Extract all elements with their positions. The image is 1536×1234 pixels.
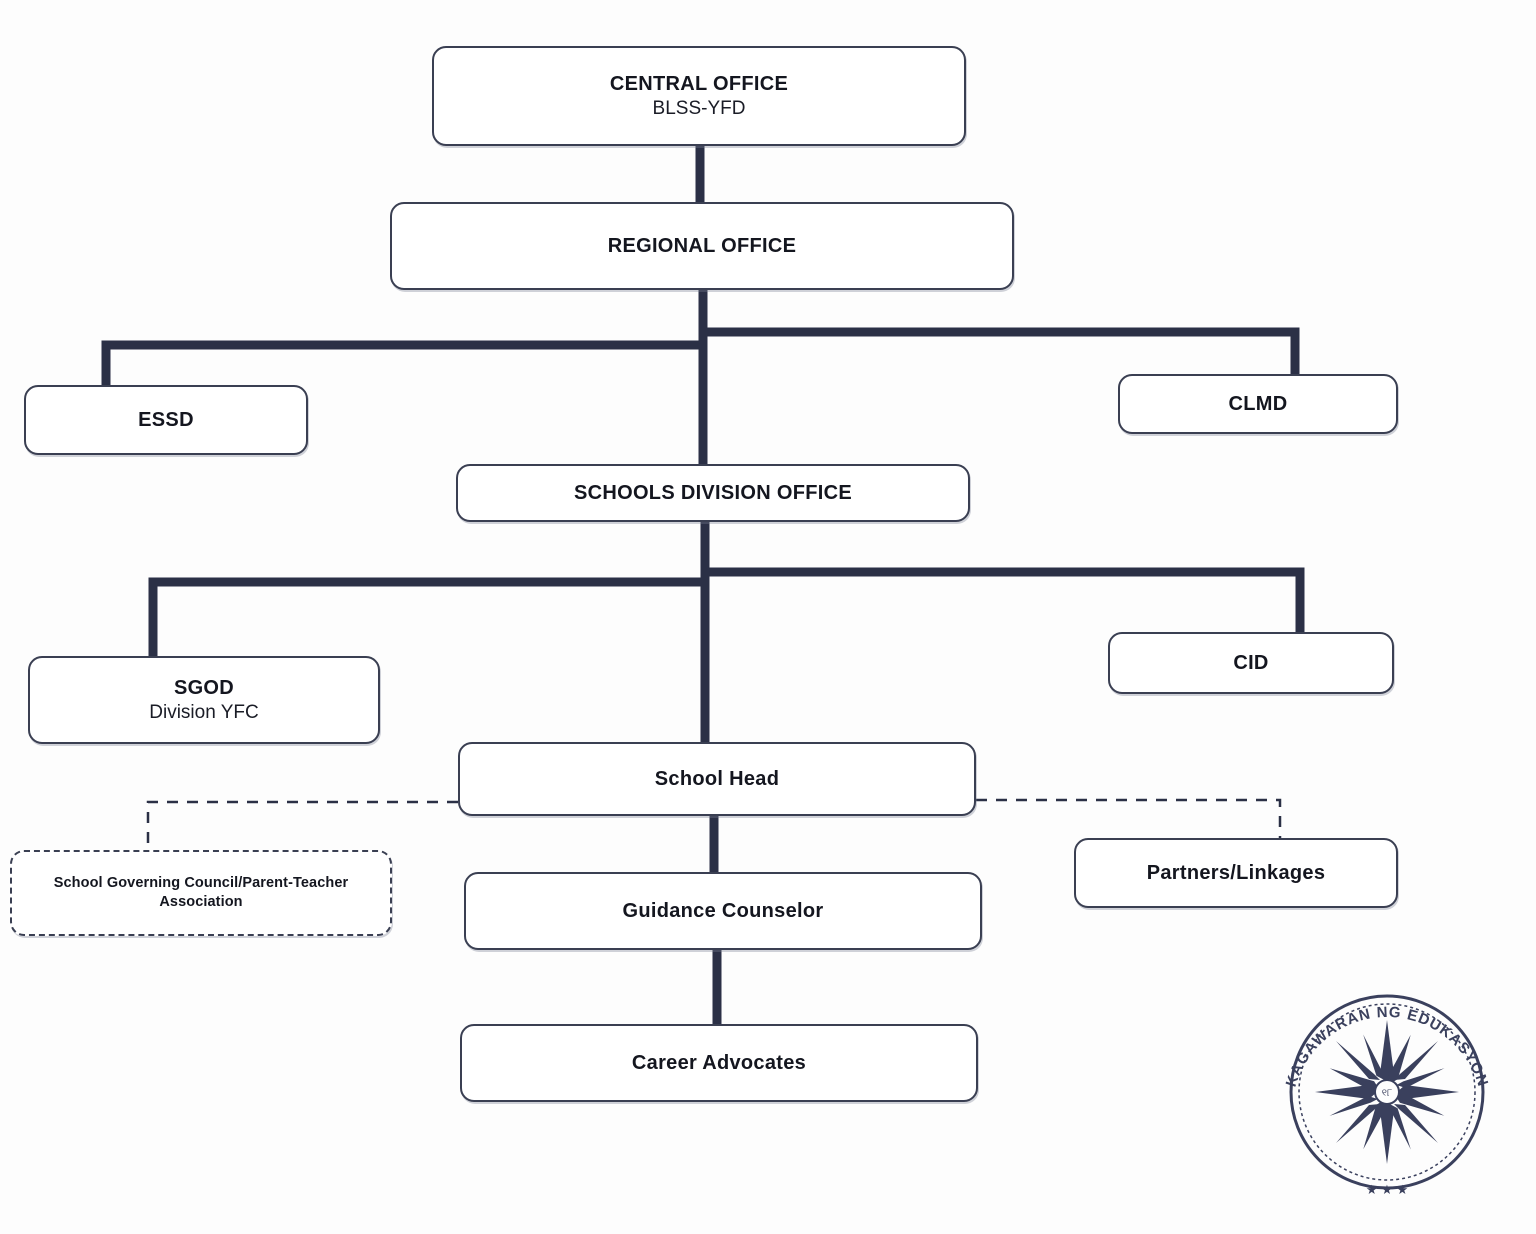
node-regional-office-title: REGIONAL OFFICE [607, 235, 797, 257]
node-central-office-subtitle: BLSS-YFD [652, 97, 746, 119]
node-school-head-title: School Head [654, 768, 780, 790]
node-career-advocates[interactable] [460, 1024, 978, 1102]
node-central-office-title: CENTRAL OFFICE [609, 72, 789, 95]
node-partners-linkages[interactable] [1074, 838, 1398, 908]
node-sgod[interactable] [28, 656, 380, 744]
node-school-governing-council[interactable] [10, 850, 392, 936]
node-central-office[interactable] [432, 46, 966, 146]
node-schools-division-office-title: SCHOOLS DIVISION OFFICE [573, 482, 853, 504]
node-school-head[interactable] [458, 742, 976, 816]
node-schools-division-office[interactable] [456, 464, 970, 522]
deped-seal [1262, 972, 1512, 1212]
node-career-advocates-title: Career Advocates [631, 1052, 807, 1074]
node-school-governing-council-title: School Governing Council/Parent-Teacher Association [53, 875, 349, 910]
node-sgod-title: SGOD [173, 676, 235, 699]
node-guidance-counselor-title: Guidance Counselor [622, 900, 824, 922]
node-cid-title: CID [1233, 652, 1269, 674]
svg-text:★ ★ ★: ★ ★ ★ [1365, 1182, 1409, 1197]
node-cid[interactable] [1108, 632, 1394, 694]
node-partners-linkages-title: Partners/Linkages [1146, 862, 1326, 884]
node-essd-title: ESSD [138, 409, 194, 431]
svg-text:୧୮: ୧୮ [1381, 1088, 1393, 1099]
node-guidance-counselor[interactable] [464, 872, 982, 950]
node-essd[interactable] [24, 385, 308, 455]
seal-arc-text: KAGAWARAN NG EDUKASYON [1282, 1003, 1492, 1089]
node-clmd-title: CLMD [1228, 393, 1288, 415]
node-clmd[interactable] [1118, 374, 1398, 434]
node-sgod-subtitle: Division YFC [149, 701, 259, 723]
node-regional-office[interactable] [390, 202, 1014, 290]
